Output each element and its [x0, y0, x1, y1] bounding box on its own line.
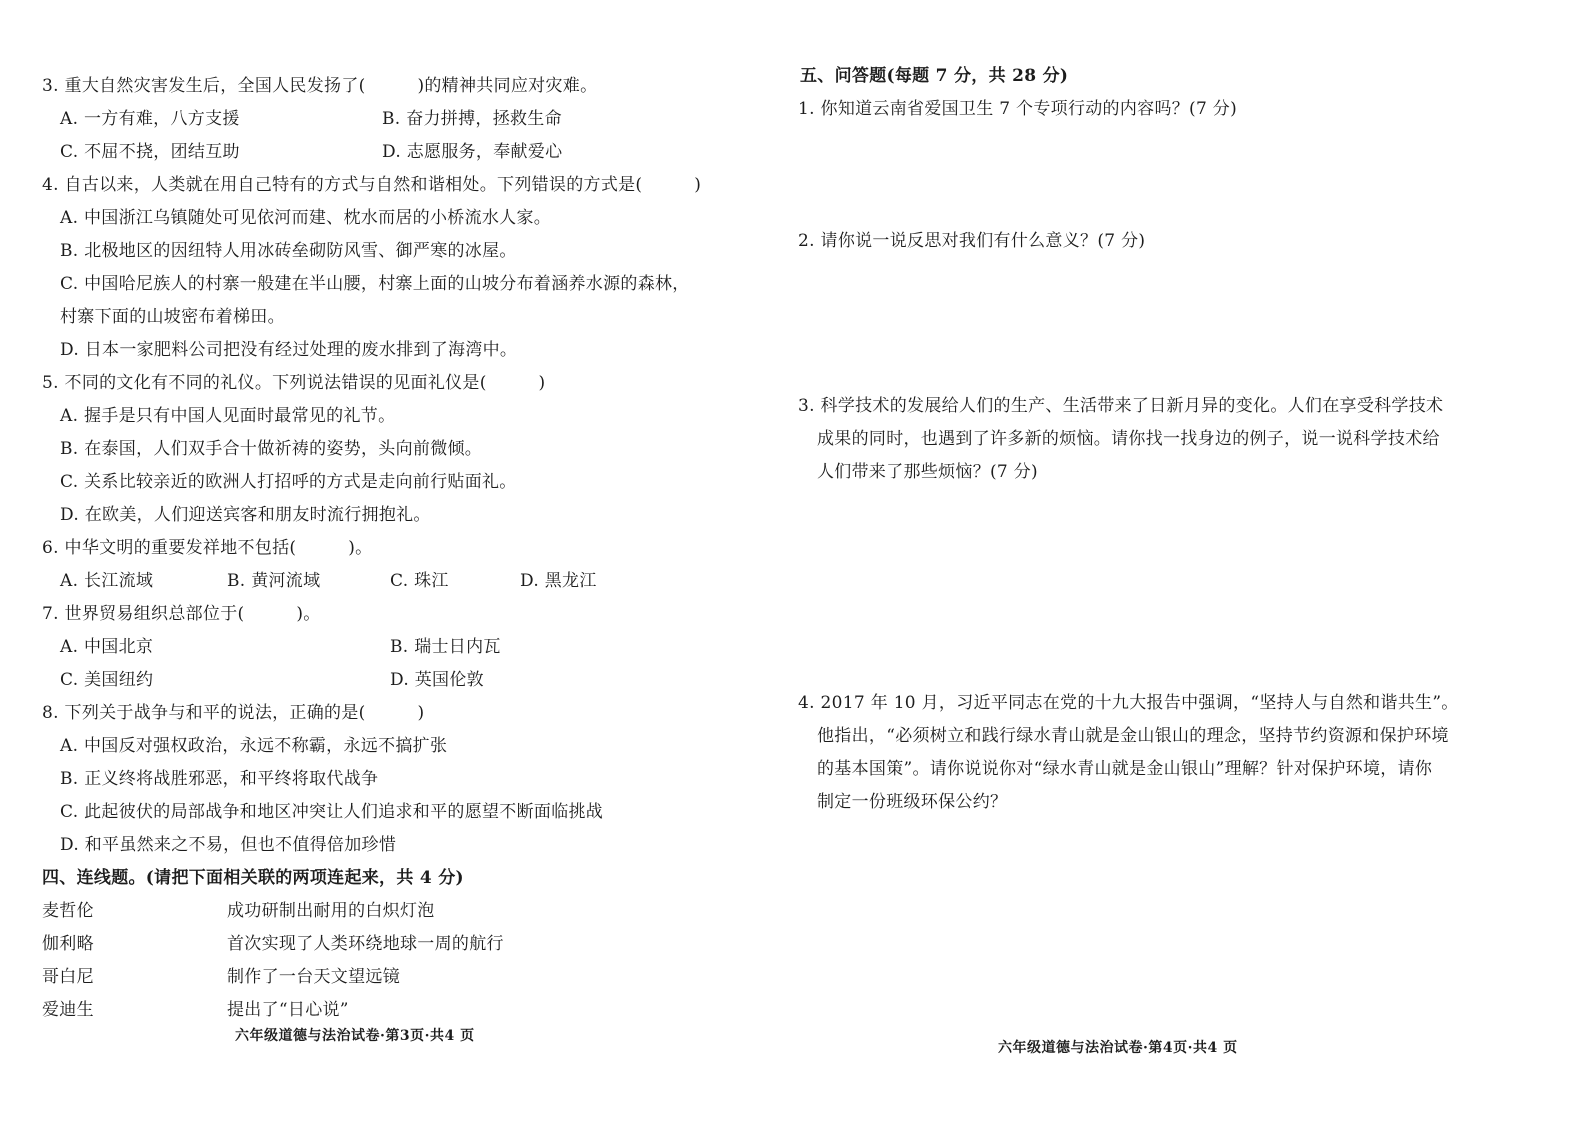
q3-line: 人们带来了那些烦恼？(7 分)	[817, 462, 1038, 482]
q5-option-c: C. 关系比较亲近的欧洲人打招呼的方式是走向前行贴面礼。	[60, 472, 517, 492]
q4-line: 的基本国策”。请你说说你对“绿水青山就是金山银山”理解？针对保护环境，请你	[817, 759, 1433, 779]
q8-option-b: B. 正义终将战胜邪恶，和平终将取代战争	[60, 769, 379, 789]
match-left-item: 哥白尼	[42, 967, 94, 987]
q3-option-b: B. 奋力拼搏，拯救生命	[382, 109, 562, 129]
q3-line: 成果的同时，也遇到了许多新的烦恼。请你找一找身边的例子，说一说科学技术给	[817, 429, 1440, 449]
match-right-item: 制作了一台天文望远镜	[227, 967, 400, 987]
q4-line: 制定一份班级环保公约？	[817, 792, 1008, 812]
q3-option-a: A. 一方有难，八方支援	[60, 109, 240, 129]
q4-option-c: C. 中国哈尼族人的村寨一般建在半山腰，村寨上面的山坡分布着涵养水源的森林，	[60, 274, 690, 294]
q5-stem: 5. 不同的文化有不同的礼仪。下列说法错误的见面礼仪是( )	[42, 373, 546, 393]
q4-option-b: B. 北极地区的因纽特人用冰砖垒砌防风雪、御严寒的冰屋。	[60, 241, 517, 261]
match-left-item: 伽利略	[42, 934, 94, 954]
q6-option-d: D. 黑龙江	[520, 571, 597, 591]
match-right-item: 成功研制出耐用的白炽灯泡	[227, 901, 435, 921]
q4-line: 他指出，“必须树立和践行绿水青山就是金山银山的理念，坚持节约资源和保护环境	[817, 726, 1449, 746]
match-left-item: 爱迪生	[42, 1000, 94, 1020]
page-footer: 六年级道德与法治试卷·第3页·共4 页	[235, 1028, 475, 1044]
q7-option-c: C. 美国纽约	[60, 670, 154, 690]
q1-text: 1. 你知道云南省爱国卫生 7 个专项行动的内容吗？(7 分)	[798, 99, 1238, 119]
q8-stem: 8. 下列关于战争与和平的说法，正确的是( )	[42, 703, 425, 723]
q7-option-a: A. 中国北京	[60, 637, 154, 657]
q7-stem: 7. 世界贸易组织总部位于( )。	[42, 604, 321, 624]
q4-option-d: D. 日本一家肥料公司把没有经过处理的废水排到了海湾中。	[60, 340, 518, 360]
match-left-item: 麦哲伦	[42, 901, 94, 921]
section5-title: 五、问答题(每题 7 分，共 28 分)	[800, 66, 1069, 86]
q3-line: 3. 科学技术的发展给人们的生产、生活带来了日新月异的变化。人们在享受科学技术	[798, 396, 1444, 416]
q3-option-d: D. 志愿服务，奉献爱心	[382, 142, 563, 162]
q5-option-a: A. 握手是只有中国人见面时最常见的礼节。	[60, 406, 396, 426]
q7-option-b: B. 瑞士日内瓦	[390, 637, 501, 657]
q3-stem: 3. 重大自然灾害发生后，全国人民发扬了( )的精神共同应对灾难。	[42, 76, 598, 96]
page-footer: 六年级道德与法治试卷·第4页·共4 页	[998, 1040, 1238, 1056]
match-right-item: 首次实现了人类环绕地球一周的航行	[227, 934, 504, 954]
q4-option-c-cont: 村寨下面的山坡密布着梯田。	[60, 307, 285, 327]
q8-option-a: A. 中国反对强权政治，永远不称霸，永远不搞扩张	[60, 736, 448, 756]
q5-option-d: D. 在欧美，人们迎送宾客和朋友时流行拥抱礼。	[60, 505, 431, 525]
left-page	[0, 0, 760, 1122]
q8-option-d: D. 和平虽然来之不易，但也不值得倍加珍惜	[60, 835, 397, 855]
q7-option-d: D. 英国伦敦	[390, 670, 484, 690]
q3-option-c: C. 不屈不挠，团结互助	[60, 142, 240, 162]
q4-option-a: A. 中国浙江乌镇随处可见依河而建、枕水而居的小桥流水人家。	[60, 208, 552, 228]
q6-option-c: C. 珠江	[390, 571, 449, 591]
q4-stem: 4. 自古以来，人类就在用自己特有的方式与自然和谐相处。下列错误的方式是( )	[42, 175, 702, 195]
q4-line: 4. 2017 年 10 月，习近平同志在党的十九大报告中强调，“坚持人与自然和谐共生”。	[798, 693, 1459, 713]
q8-option-c: C. 此起彼伏的局部战争和地区冲突让人们追求和平的愿望不断面临挑战	[60, 802, 604, 822]
q5-option-b: B. 在泰国，人们双手合十做祈祷的姿势，头向前微倾。	[60, 439, 483, 459]
q6-option-a: A. 长江流域	[60, 571, 154, 591]
q6-stem: 6. 中华文明的重要发祥地不包括( )。	[42, 538, 373, 558]
right-page	[790, 0, 1587, 1122]
q6-option-b: B. 黄河流域	[227, 571, 321, 591]
q2-text: 2. 请你说一说反思对我们有什么意义？(7 分)	[798, 231, 1146, 251]
section4-title: 四、连线题。(请把下面相关联的两项连起来，共 4 分)	[42, 868, 464, 888]
match-right-item: 提出了“日心说”	[227, 1000, 349, 1020]
